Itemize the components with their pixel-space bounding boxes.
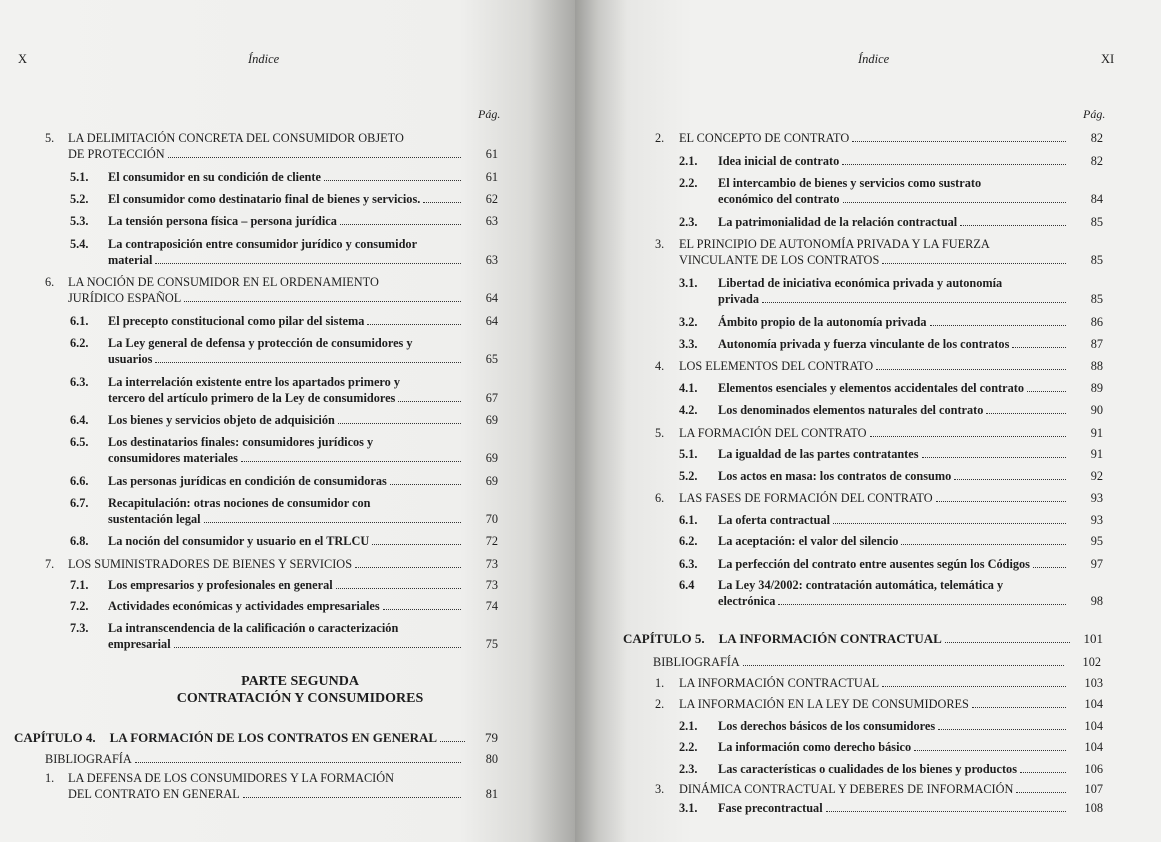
toc-entry-number: 5.2.	[70, 192, 89, 206]
toc-entry-page: 63	[485, 253, 498, 267]
toc-entry	[70, 236, 498, 268]
toc-entry-number: 6.	[655, 491, 665, 505]
dot-leader	[372, 544, 461, 545]
toc-entry	[679, 800, 1103, 816]
toc-entry-title: sustentación legal	[108, 512, 201, 526]
toc-entry-number: 6.6.	[70, 474, 89, 488]
toc-entry-number: 6.	[45, 275, 55, 289]
toc-entry	[679, 533, 1103, 549]
toc-entry	[679, 314, 1103, 330]
dot-leader	[972, 707, 1066, 708]
toc-entry-title: Ámbito propio de la autonomía privada	[718, 315, 927, 329]
toc-entry	[679, 739, 1103, 755]
toc-entry-title: LA NOCIÓN DE CONSUMIDOR EN EL ORDENAMIENTO	[68, 275, 379, 289]
dot-leader	[168, 157, 461, 158]
toc-entry-title: La información como derecho básico	[718, 740, 912, 754]
toc-entry	[679, 275, 1103, 307]
toc-entry-page: 93	[1090, 491, 1103, 505]
toc-entry-number: 7.2.	[70, 599, 89, 613]
toc-entry	[655, 696, 1103, 712]
toc-entry-number: 6.1.	[679, 513, 698, 527]
toc-entry	[70, 374, 498, 406]
toc-entry	[679, 512, 1103, 528]
toc-entry-page: 90	[1090, 403, 1103, 417]
right-page-number: XI	[1101, 52, 1115, 66]
toc-entry	[70, 412, 498, 428]
toc-entry-title: BIBLIOGRAFÍA	[45, 752, 132, 766]
toc-entry-number: 2.3.	[679, 215, 698, 229]
toc-entry-page: 61	[485, 147, 498, 161]
chapter-title: LA INFORMACIÓN CONTRACTUAL	[718, 631, 942, 646]
dot-leader	[945, 642, 1070, 643]
toc-entry-title: La perfección del contrato entre ausentes según los Códigos	[718, 557, 1030, 571]
dot-leader	[243, 797, 461, 798]
chapter-page: 101	[1083, 631, 1103, 646]
toc-entry-number: 5.	[45, 131, 55, 145]
toc-entry-page: 85	[1090, 215, 1103, 229]
toc-entry-title: Los actos en masa: los contratos de consumo	[718, 469, 952, 483]
toc-entry	[679, 402, 1103, 418]
dot-leader	[390, 484, 461, 485]
toc-entry-title: La aceptación: el valor del silencio	[718, 534, 899, 548]
dot-leader	[1027, 391, 1066, 392]
toc-entry	[679, 380, 1103, 396]
dot-leader	[135, 762, 461, 763]
toc-entry-page: 70	[485, 512, 498, 526]
toc-entry-title: Las características o cualidades de los bienes y productos	[718, 762, 1017, 776]
toc-entry-number: 3.1.	[679, 801, 698, 815]
toc-entry-page: 63	[485, 214, 498, 228]
toc-entry-title: La noción del consumidor y usuario en el TRLCU	[108, 534, 370, 548]
toc-entry-number: 2.1.	[679, 719, 698, 733]
toc-entry-page: 89	[1090, 381, 1103, 395]
toc-entry-title: La Ley 34/2002: contratación automática, telemática y	[718, 578, 1004, 592]
toc-entry	[70, 533, 498, 549]
toc-entry-title: DEL CONTRATO EN GENERAL	[68, 787, 240, 801]
dot-leader	[155, 362, 461, 363]
toc-entry-number: 7.3.	[70, 621, 89, 635]
toc-entry-page: 88	[1090, 359, 1103, 373]
toc-entry-page: 67	[485, 391, 498, 405]
toc-entry	[679, 153, 1103, 169]
toc-entry-number: 1.	[45, 771, 55, 785]
toc-entry-title: DE PROTECCIÓN	[68, 147, 165, 161]
dot-leader	[355, 567, 461, 568]
toc-entry-page: 103	[1084, 676, 1103, 690]
toc-entry-page: 91	[1090, 426, 1103, 440]
toc-entry-number: 3.	[655, 237, 665, 251]
toc-entry-number: 5.	[655, 426, 665, 440]
dot-leader	[922, 457, 1066, 458]
toc-entry-number: 5.1.	[70, 170, 89, 184]
toc-entry-page: 93	[1090, 513, 1103, 527]
toc-entry-title: Fase precontractual	[718, 801, 823, 815]
dot-leader	[367, 324, 461, 325]
toc-entry-page: 64	[485, 291, 498, 305]
dot-leader	[986, 413, 1066, 414]
dot-leader	[930, 325, 1066, 326]
toc-entry	[679, 718, 1103, 734]
toc-entry-title: privada	[718, 292, 759, 306]
toc-entry-number: 2.2.	[679, 740, 698, 754]
toc-entry-number: 3.	[655, 782, 665, 796]
toc-entry-number: 5.2.	[679, 469, 698, 483]
dot-leader	[852, 141, 1066, 142]
toc-entry-title: tercero del artículo primero de la Ley de consumidores	[108, 391, 396, 405]
toc-entry-title: Idea inicial de contrato	[718, 154, 840, 168]
toc-entry-number: 7.	[45, 557, 55, 571]
toc-entry-title: consumidores materiales	[108, 451, 238, 465]
dot-leader	[901, 544, 1066, 545]
toc-entry-number: 5.4.	[70, 237, 89, 251]
toc-entry-page: 82	[1090, 131, 1103, 145]
toc-entry-page: 82	[1090, 154, 1103, 168]
toc-entry	[655, 490, 1103, 506]
toc-entry	[679, 214, 1103, 230]
toc-entry-title: La interrelación existente entre los apartados primero y	[108, 375, 401, 389]
toc-entry-title: LOS SUMINISTRADORES DE BIENES Y SERVICIOS	[68, 557, 353, 571]
toc-entry-page: 65	[485, 352, 498, 366]
right-running-header: Índice	[858, 52, 890, 66]
right-pag-label: Pág.	[1083, 107, 1106, 121]
toc-entry	[679, 336, 1103, 352]
dot-leader	[882, 263, 1066, 264]
dot-leader	[338, 423, 461, 424]
toc-entry	[45, 274, 498, 306]
toc-entry-page: 81	[485, 787, 498, 801]
toc-entry	[70, 620, 498, 652]
toc-entry-title: LA DELIMITACIÓN CONCRETA DEL CONSUMIDOR OBJETO	[68, 131, 404, 145]
toc-entry-title: JURÍDICO ESPAÑOL	[68, 291, 182, 305]
toc-entry	[655, 236, 1103, 268]
toc-entry	[679, 577, 1103, 609]
toc-entry	[653, 654, 1101, 670]
part-title: PARTE SEGUNDA	[241, 674, 359, 689]
toc-entry-title: Los empresarios y profesionales en general	[108, 578, 333, 592]
toc-entry-page: 73	[485, 578, 498, 592]
dot-leader	[938, 729, 1066, 730]
toc-entry-title: La Ley general de defensa y protección de consumidores y	[108, 336, 413, 350]
toc-entry-title: La oferta contractual	[718, 513, 831, 527]
toc-entry	[655, 130, 1103, 146]
toc-entry	[70, 169, 498, 185]
toc-entry-number: 3.1.	[679, 276, 698, 290]
dot-leader	[743, 665, 1064, 666]
toc-entry-page: 73	[485, 557, 498, 571]
toc-entry-number: 6.3.	[70, 375, 89, 389]
dot-leader	[423, 202, 461, 203]
toc-entry-title: EL PRINCIPIO DE AUTONOMÍA PRIVADA Y LA FUERZA	[679, 237, 990, 251]
toc-entry-number: 6.1.	[70, 314, 89, 328]
dot-leader	[876, 369, 1066, 370]
chapter-page: 79	[485, 730, 498, 745]
toc-entry	[70, 473, 498, 489]
toc-entry	[679, 175, 1103, 207]
toc-entry-number: 4.2.	[679, 403, 698, 417]
toc-entry-number: 6.8.	[70, 534, 89, 548]
toc-entry-title: La igualdad de las partes contratantes	[718, 447, 919, 461]
toc-entry	[679, 468, 1103, 484]
toc-entry-page: 98	[1090, 594, 1103, 608]
left-page-number: X	[18, 52, 28, 66]
left-page	[0, 0, 575, 842]
dot-leader	[184, 301, 461, 302]
toc-entry-title: La contraposición entre consumidor jurídico y consumidor	[108, 237, 418, 251]
toc-entry-number: 6.2.	[70, 336, 89, 350]
chapter-label: CAPÍTULO 5.	[623, 631, 705, 646]
toc-entry	[45, 556, 498, 572]
toc-entry-number: 3.3.	[679, 337, 698, 351]
toc-entry-title: electrónica	[718, 594, 776, 608]
dot-leader	[241, 461, 461, 462]
toc-entry-number: 5.1.	[679, 447, 698, 461]
toc-entry-number: 2.	[655, 131, 665, 145]
toc-entry-page: 85	[1090, 253, 1103, 267]
toc-entry-number: 6.7.	[70, 496, 89, 510]
toc-entry-page: 80	[485, 752, 498, 766]
toc-entry-page: 86	[1090, 315, 1103, 329]
toc-entry	[70, 577, 498, 593]
toc-entry-title: usuarios	[108, 352, 153, 366]
toc-entry-title: LA INFORMACIÓN CONTRACTUAL	[679, 676, 880, 690]
toc-entry	[655, 781, 1103, 797]
toc-entry-title: LOS ELEMENTOS DEL CONTRATO	[679, 359, 874, 373]
dot-leader	[1033, 567, 1066, 568]
toc-entry-title: Libertad de iniciativa económica privada y autonomía	[718, 276, 1003, 290]
toc-entry-page: 85	[1090, 292, 1103, 306]
chapter-label: CAPÍTULO 4.	[14, 730, 96, 745]
toc-entry	[70, 313, 498, 329]
toc-entry-title: Autonomía privada y fuerza vinculante de los contratos	[718, 337, 1010, 351]
toc-entry-page: 75	[485, 637, 498, 651]
dot-leader	[843, 202, 1066, 203]
dot-leader	[1020, 772, 1066, 773]
toc-entry-title: El intercambio de bienes y servicios como sustrato	[718, 176, 982, 190]
toc-entry-page: 87	[1090, 337, 1103, 351]
toc-entry-page: 69	[485, 413, 498, 427]
toc-entry-page: 72	[485, 534, 498, 548]
toc-entry-title: El consumidor como destinatario final de bienes y servicios.	[108, 192, 421, 206]
toc-entry	[45, 770, 498, 802]
toc-entry-page: 64	[485, 314, 498, 328]
toc-entry-number: 5.3.	[70, 214, 89, 228]
dot-leader	[936, 501, 1066, 502]
toc-entry	[679, 761, 1103, 777]
part-subtitle: CONTRATACIÓN Y CONSUMIDORES	[176, 691, 424, 706]
toc-entry-title: EL CONCEPTO DE CONTRATO	[679, 131, 850, 145]
toc-entry-title: LAS FASES DE FORMACIÓN DEL CONTRATO	[679, 491, 933, 505]
toc-entry	[679, 556, 1103, 572]
toc-entry-number: 4.1.	[679, 381, 698, 395]
dot-leader	[340, 224, 461, 225]
left-running-header: Índice	[248, 52, 280, 66]
toc-entry-title: Elementos esenciales y elementos accidentales del contrato	[718, 381, 1024, 395]
toc-entry-number: 2.3.	[679, 762, 698, 776]
toc-entry	[655, 675, 1103, 691]
toc-entry-page: 106	[1084, 762, 1103, 776]
toc-entry-title: Las personas jurídicas en condición de consumidoras	[108, 474, 387, 488]
dot-leader	[398, 401, 461, 402]
toc-entry	[70, 191, 498, 207]
toc-entry	[655, 425, 1103, 441]
toc-entry-page: 92	[1090, 469, 1103, 483]
toc-entry-number: 2.1.	[679, 154, 698, 168]
toc-entry-title: Recapitulación: otras nociones de consumidor con	[108, 496, 371, 510]
toc-entry-title: económico del contrato	[718, 192, 840, 206]
dot-leader	[204, 522, 461, 523]
toc-entry-title: LA INFORMACIÓN EN LA LEY DE CONSUMIDORES	[679, 697, 969, 711]
toc-entry-number: 2.	[655, 697, 665, 711]
dot-leader	[1012, 347, 1066, 348]
left-pag-label: Pág.	[478, 107, 501, 121]
dot-leader	[826, 811, 1066, 812]
chapter-title: LA FORMACIÓN DE LOS CONTRATOS EN GENERAL	[109, 730, 438, 745]
toc-entry-page: 107	[1084, 782, 1103, 796]
toc-entry-title: empresarial	[108, 637, 171, 651]
toc-entry-number: 6.4.	[70, 413, 89, 427]
toc-entry	[45, 751, 498, 767]
toc-entry	[679, 446, 1103, 462]
dot-leader	[440, 741, 465, 742]
toc-entry-number: 4.	[655, 359, 665, 373]
toc-entry-page: 74	[485, 599, 498, 613]
dot-leader	[870, 436, 1066, 437]
toc-entry	[655, 358, 1103, 374]
right-page	[575, 0, 1161, 842]
dot-leader	[1016, 792, 1066, 793]
toc-entry	[70, 434, 498, 466]
toc-entry-page: 108	[1084, 801, 1103, 815]
toc-entry-number: 7.1.	[70, 578, 89, 592]
toc-entry-title: VINCULANTE DE LOS CONTRATOS	[679, 253, 880, 267]
dot-leader	[778, 604, 1066, 605]
toc-entry-title: El consumidor en su condición de cliente	[108, 170, 321, 184]
toc-entry-title: La tensión persona física – persona jurídica	[108, 214, 337, 228]
toc-entry	[70, 213, 498, 229]
toc-entry-page: 91	[1090, 447, 1103, 461]
toc-entry-page: 69	[485, 474, 498, 488]
toc-entry	[70, 335, 498, 367]
toc-entry-number: 1.	[655, 676, 665, 690]
toc-entry	[45, 130, 498, 162]
dot-leader	[882, 686, 1066, 687]
toc-entry-title: BIBLIOGRAFÍA	[653, 655, 740, 669]
toc-entry-title: Los derechos básicos de los consumidores	[718, 719, 936, 733]
toc-entry-title: Los bienes y servicios objeto de adquisición	[108, 413, 335, 427]
toc-entry-number: 6.4	[679, 578, 695, 592]
toc-entry-page: 62	[485, 192, 498, 206]
toc-entry-page: 104	[1084, 719, 1103, 733]
toc-entry-title: La patrimonialidad de la relación contractual	[718, 215, 958, 229]
toc-entry-page: 61	[485, 170, 498, 184]
toc-entry-title: DINÁMICA CONTRACTUAL Y DEBERES DE INFORMACIÓN	[679, 782, 1014, 796]
toc-entry-title: El precepto constitucional como pilar del sistema	[108, 314, 365, 328]
dot-leader	[954, 479, 1066, 480]
toc-entry-number: 6.5.	[70, 435, 89, 449]
toc-entry-page: 104	[1084, 740, 1103, 754]
toc-entry-page: 102	[1082, 655, 1101, 669]
dot-leader	[960, 225, 1066, 226]
toc-entry-title: material	[108, 253, 153, 267]
toc-entry-title: La intranscendencia de la calificación o caracterización	[108, 621, 399, 635]
toc-entry-title: LA FORMACIÓN DEL CONTRATO	[679, 426, 867, 440]
toc-entry-title: LA DEFENSA DE LOS CONSUMIDORES Y LA FORMACIÓN	[68, 771, 395, 785]
dot-leader	[762, 302, 1066, 303]
toc-entry-title: Los denominados elementos naturales del contrato	[718, 403, 984, 417]
dot-leader	[833, 523, 1066, 524]
dot-leader	[842, 164, 1066, 165]
toc-entry-number: 6.2.	[679, 534, 698, 548]
toc-entry-page: 104	[1084, 697, 1103, 711]
toc-entry-number: 6.3.	[679, 557, 698, 571]
dot-leader	[324, 180, 461, 181]
dot-leader	[336, 588, 461, 589]
toc-entry-page: 95	[1090, 534, 1103, 548]
dot-leader	[155, 263, 461, 264]
toc-entry	[70, 598, 498, 614]
dot-leader	[383, 609, 461, 610]
toc-entry-number: 3.2.	[679, 315, 698, 329]
dot-leader	[174, 647, 461, 648]
toc-entry-page: 97	[1090, 557, 1103, 571]
toc-entry-page: 69	[485, 451, 498, 465]
toc-entry-page: 84	[1090, 192, 1103, 206]
toc-entry-number: 2.2.	[679, 176, 698, 190]
toc-entry	[70, 495, 498, 527]
dot-leader	[914, 750, 1066, 751]
toc-entry-title: Los destinatarios finales: consumidores jurídicos y	[108, 435, 374, 449]
toc-entry-title: Actividades económicas y actividades empresariales	[108, 599, 380, 613]
